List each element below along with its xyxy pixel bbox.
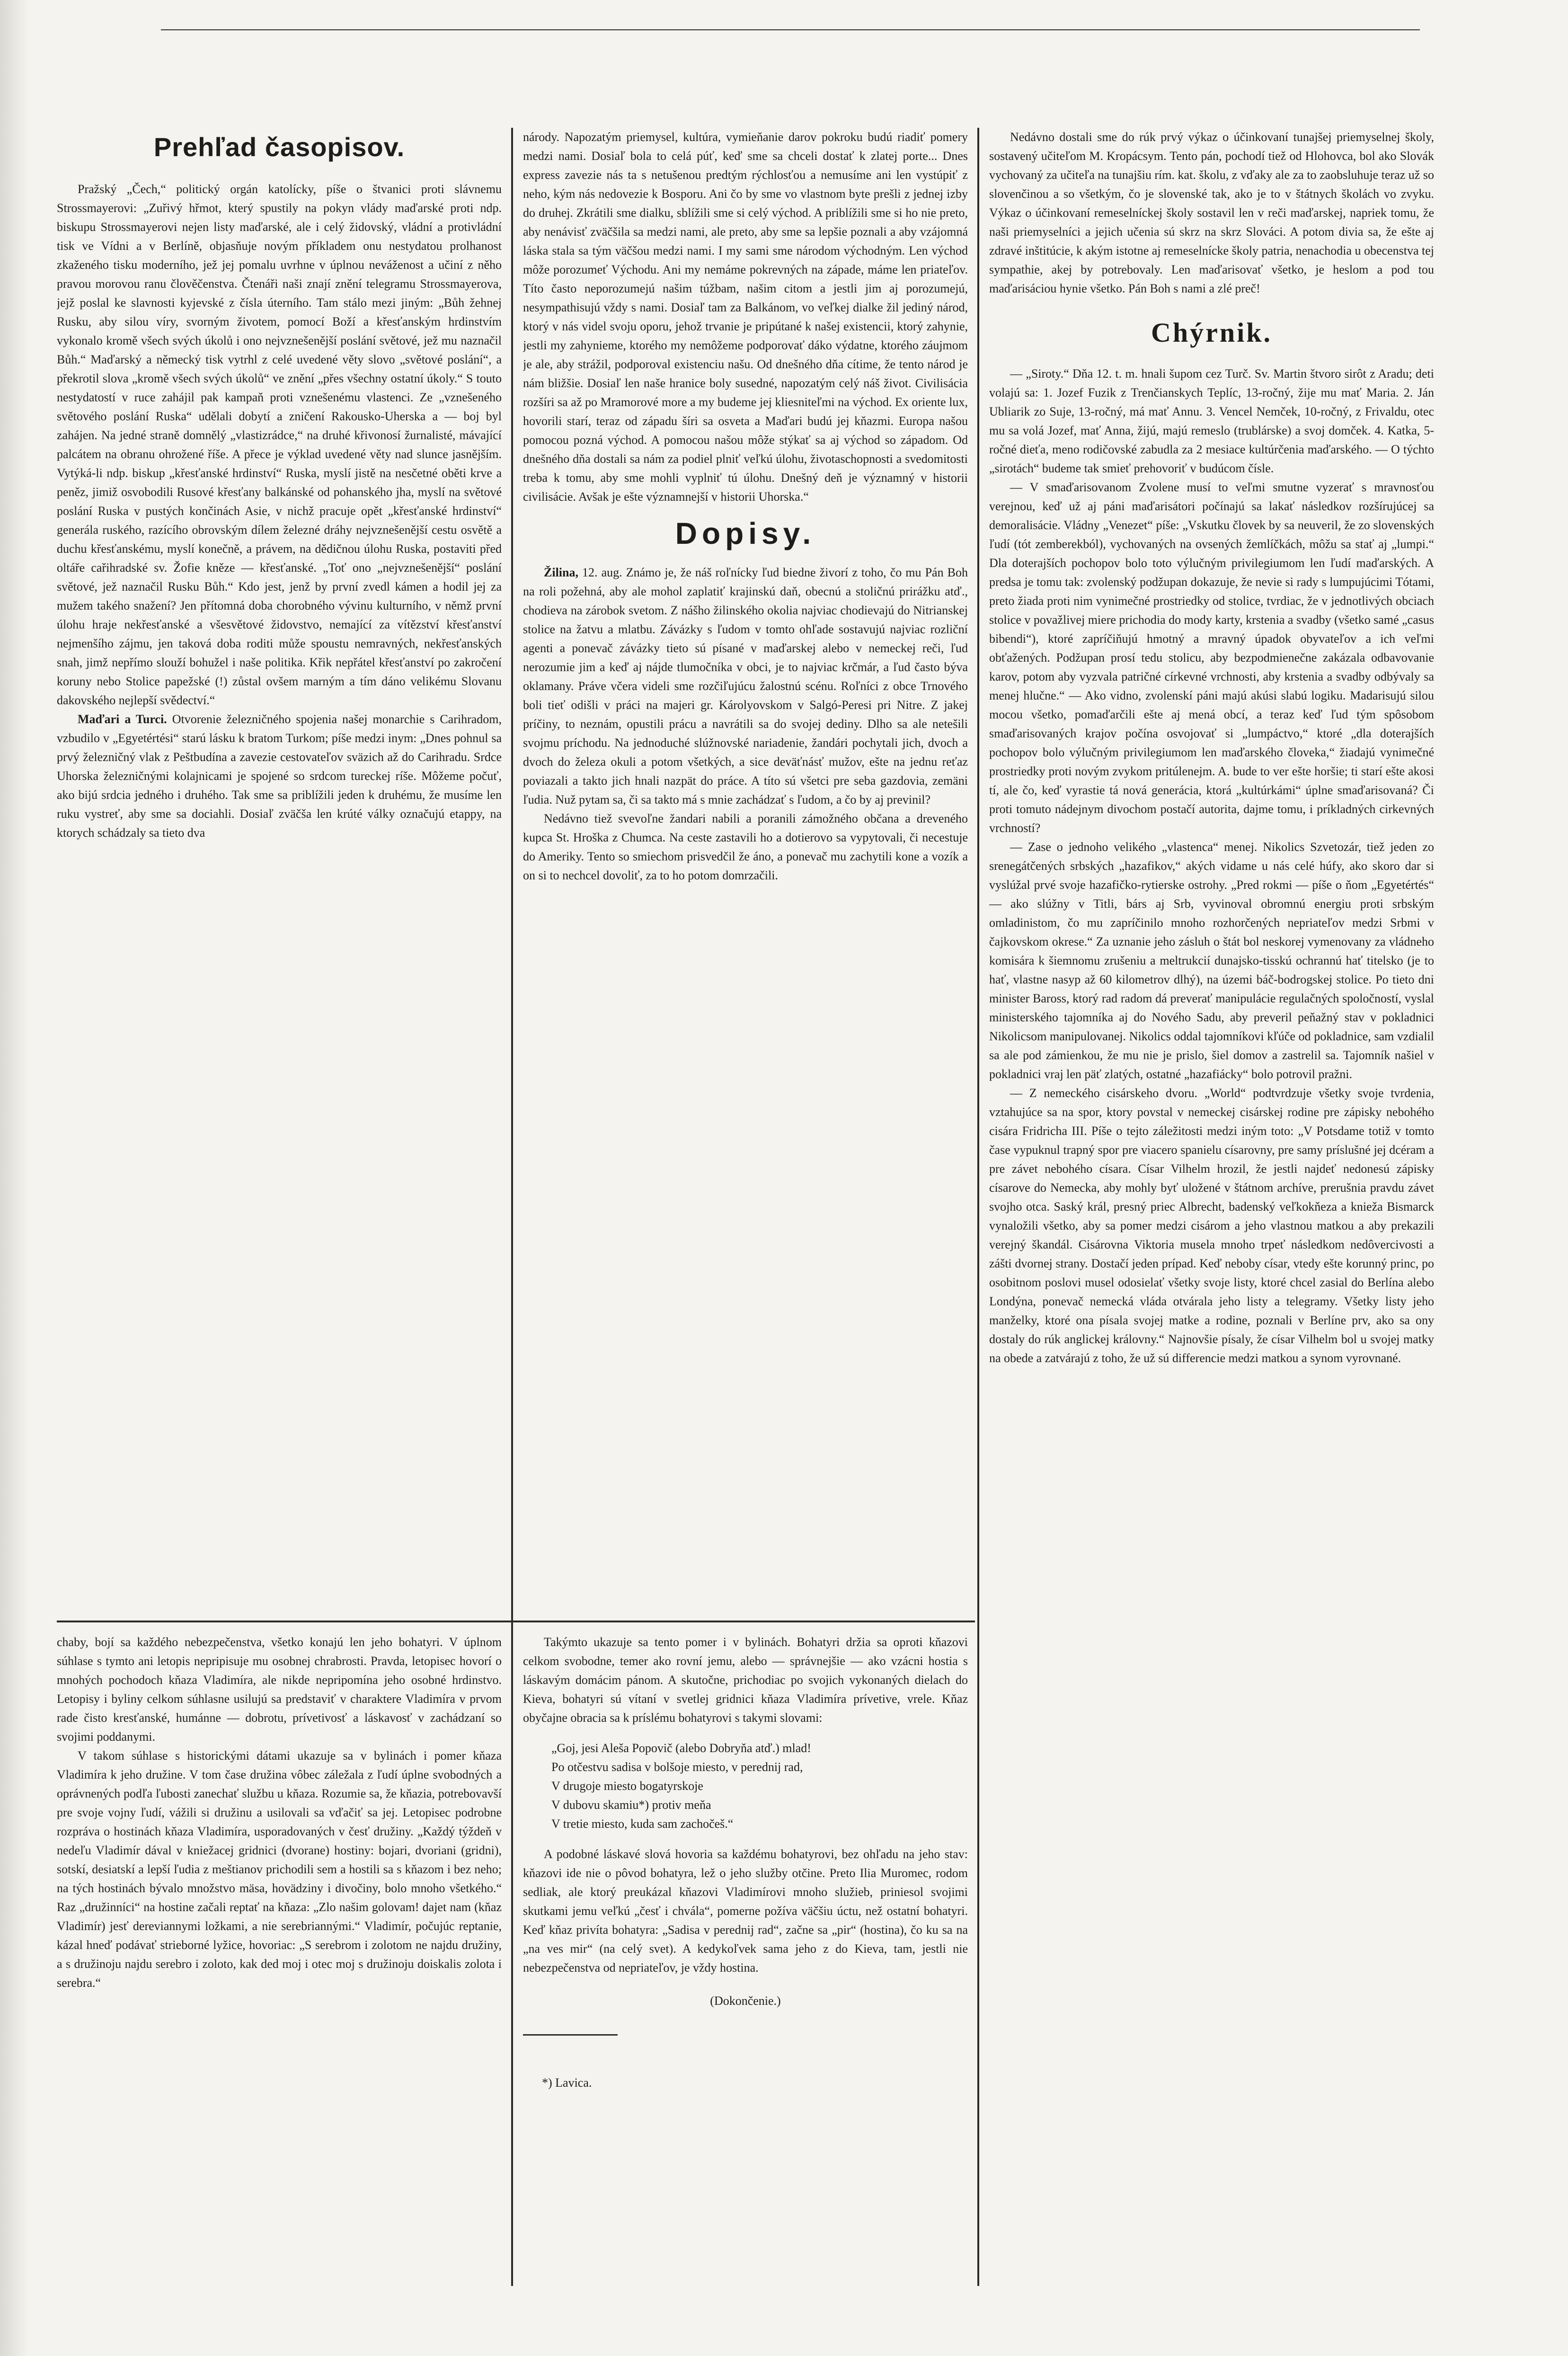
article-madari-turci: [57, 710, 502, 842]
section-divider-rule: [57, 1621, 975, 1622]
column-1-top: [57, 128, 502, 1614]
verse-line: V dubovu skamiu*) protiv meňa: [551, 1798, 711, 1812]
column-rule-2: [977, 128, 979, 2286]
verse-line: V drugoje miesto bogatyrskoje: [551, 1779, 703, 1793]
letter-zilina: [523, 563, 968, 809]
section-heading-dopisy: Dopisy.: [675, 516, 816, 550]
article-paragraph: Nedávno dostali sme do rúk prvý výkaz o účinkovaní tunajšej priemyselnej školy, sostavený učiteľom M. Kropácsym. Tento pán, pochodí tiež od Hlohovca, bol ako Slovák vychovaný za učiteľa na tunajšiu rím. kat. školu, z vďaky ale za to zaobsluhuje teraz už so slovenčinou a so všetkým, čo je slovenské tak, ako je to v štátnych školách vo zvyku. Výkaz o účinkovaní remeselníckej školy sostavil len v reči maďarskej, napriek tomu, že naši priemyselníci a jejich učenia sú skrz na skrz Slováci. A potom divia sa, že ešte aj zdravé inštitúcie, k akým istotne aj remeselnícke školy patria, nenachodia u obecenstva tej sympathie, akej by potrebovaly. Len maďarisovať všetko, je heslom a pod tou maďarisáciou hynie všetko. Pán Boh s nami a zlé preč!: [989, 130, 1434, 295]
footnote: *) Lavica.: [542, 2076, 592, 2090]
news-item-vlastenec: — Zase o jednoho velikého „vlastenca“ menej. Nikolics Szvetozár, tiež jeden zo srenegátčených srbských „hazafikov,“ akých vidame u nás celé húfy, ako skoro dar si vyslúžal prvé svoje hazafičko-rytierske ostrohy. „Pred rokmi — píše o ňom „Egyetértés“ — ako slúžny v Titli, bárs aj Srb, vyvinoval obromnú energiu proti srbským omladinistom, čo mu zapríčinilo mnoho rozhorčených nepriateľov medzi Srbmi v čajkovskom okrese.“ Za uznanie jeho zásluh o štát bol neskorej vymenovany za vládneho komisára k šiemnomu zrušeniu a meltrukcií dunajsko-tisskú ochrannú hať titelsko (je to hať, vlastne nasyp až 60 kilometrov dlhý), na územi báč-bodrogskej stolice. Po tieto dni minister Baross, ktorý rad radom dá preverať manipulácie regulačných spoločností, vyslal ministerského tajomníka aj do Nového Sadu, aby preveril peňažný stav v pokladnici Nikolicsom manipulovanej. Nikolics oddal tajomníkovi kľúče od pokladnice, sam vzdialil sa ale pod zámienkou, že mu nie je prislo, šiel domov a zastrelil sa. Tajomník našiel v pokladnici vraj len päť zlatých, ostatné „hazafiácky“ bolo potrovil pražni.: [989, 840, 1434, 1081]
verse-line: V tretie miesto, kuda sam zachočeš.“: [551, 1817, 734, 1831]
column-3: [989, 128, 1434, 2286]
feuilleton-paragraph: Takýmto ukazuje sa tento pomer i v bylinách. Bohatyri držia sa oproti kňazovi celkom svobodne, temer ako rovní jemu, alebo — správnejšie — ako vzácni hostia s láskavým domácim pánom. A skutočne, prichodiac po svojich vykonaných dielach do Kieva, bohatyri sú vítaní v svetlej gridnici kňaza Vladimíra prívetive, vrele. Kňaz obyčajne obracia sa k príslému bohatyrovi s takymi slovami:: [523, 1635, 968, 1725]
section-heading-chyrnik: Chýrnik.: [1151, 317, 1272, 348]
letter-dateline: Žilina,: [544, 566, 578, 579]
news-item-cisarsky-dvor: — Z nemeckého cisárskeho dvoru. „World“ podtvrdzuje všetky svoje tvrdenia, vztahujúce sa na spor, ktory povstal v nemeckej cisárskej rodine pre zápisky nebohého cisára Fridricha III. Píše o tejto záležitosti medzi iným toto: „V Potsdame totiž v tomto čase vypuknul trapný spor pre viacero spanielu císarovny, pre samy príslušné jej dcéram a pre závet nebohého císara. Císar Vilhelm hrozil, že jestli najdeť nedonesú zápisky císarove do Nemecka, aby mohly byť uložené v štátnom archíve, prerušnia pravdu závet svojho otca. Saský král, presný priec Albrecht, badenský veľkokňeza a knieža Bismarck vynaložili všetko, aby sa pomer medzi cisárom a jeho vlastnou matkou a aby prekazili verejný škandál. Cisárovna Viktoria musela mnoho trpeť následkom nedôvercivosti a zášti dvornej strany. Dostačí jeden prípad. Keď neboby císar, vtedy ešte korunný princ, po osobitnom poslovi musel odosielať všetky svoje listy, ktoré chcel zasial do Berlína alebo Londýna, ponevač nemecká vláda otvárala jeho listy a telegramy. Všetky listy jeho manželky, ktoré ona písala svojej matke a rodine, poznali v Berlíne prv, ako sa ony dostaly do rúk anglickej královny.“ Najnovšie písaly, že císar Vilhelm bol u svojej matky na obede a zatvárajú z toho, že už sú differencie medzi matkou a synom vyrovnané.: [989, 1086, 1434, 1365]
article-lead: Maďari a Turci.: [78, 712, 167, 726]
article-cech: Pražský „Čech,“ politický orgán katolícky, píše o štvanici proti slávnemu Strossmayerovi: „Zuřivý hřmot, který spustily na pokyn vlády maďarské proti ndp. biskupu Strossmayerovi nejen listy maďarské, ale i celý židovský, vládní a protivládní tisk ve Vídni a v Berlíně, objasňuje novým příkladem onu nestydatou prolhanost zkaženého tisku moderního, jež jej pomalu uvrhne v úplnou neváženost a učiní z něho pravou morovou ranu člověčenstva. Čtenáři naši znají znění telegramu Strossmayerova, jejž poslal ke slavnosti kyjevské z čísla úterního. Tam stálo mezi jiným: „Bůh žehnej Rusku, aby silou víry, svorným životem, pomocí Boží a křesťanským hrdinstvím vykonalo kromě všech svých úkolů i ono nejvznešenější poslání světové, jež mu naznačil Bůh.“ Maďarský a německý tisk vytrhl z celé uvedené věty slovo „světové poslání“, a překrotil slova „kromě všech svých úkolů“ ve znění „přes všechny ostatní úkoly.“ S touto nestydatostí v ruce zahájil pak kampaň proti vznešenému vlastenci. Ze „vznešeného světového poslání Ruska“ udělali dobytí a zničení Rakousko-Uherska a — boj byl zahájen. Na jedné straně domnělý „vlastizrádce,“ na druhé křivonosí žurnalisté, mávající palcátem na obranu ohrožené říše. A přece je výklad uvedené věty nad slunce jasnějším. Vytýká-li ndp. biskup „křesťanské hrdinství“ Ruska, myslí jistě na nesčetné oběti krve a peněz, jimiž osvobodili Rusové křesťany balkánské od pohanského jha, myslí na světové poslání Ruska v pustých končinách Asie, v nichž pracuje opět „křesťanské hrdinství“ generála ruského, razícího obrovským dílem železné dráhy nejvznešenější cestu osvětě a duchu křesťanskému, myslí konečně, a právem, na dědičnou úlohu Ruska, postaviti před oltáře cařihradské sv. Žofie kněze — křesťanské. „Toť ono „nejvznešenější“ poslání světové, jež naznačil Rusku Bůh.“ Kdo jest, jenž by první zvedl kámen a hodil jej za mužem takého snažení? Jen přítomná doba chorobného vývinu kulturního, v němž první úlohu hraje nekřesťanské a všesvětové židovstvo, nemající za vítězství křesťanství nejmenšího zájmu, jen taková doba roditi může spoustu nemravných, nekřesťanských snah, jimž nepřímo slouží bohužel i naše politika. Křik nepřátel křesťanství po zakročení koruny nebo Stolice papežské (!) zůstal ovšem marným a tím dáno velikému Slovanu dakovského nejlepší svědectví.“: [57, 182, 502, 707]
verse-line: „Goj, jesi Aleša Popovič (alebo Dobryňa atď.) mlad!: [551, 1741, 811, 1755]
letter-body: 12. aug. Známo je, že náš roľnícky ľud biedne živorí z toho, čo mu Pán Boh na roli požehná, aby ale mohol zaplatiť krajinskú daň, obecnú a stoličnú prirážku atď., chodieva na zárobok svetom. Z nášho žilinského okolia najviac chodievajú do Nitrianskej stolice na žatvu a mlatbu. Závázky s ľudom v tomto ohľade sostavujú najviac rozliční agenti a ponevač závázky tieto sú písané v maďarskej alebo v nemeckej reči, ľud nerozumie jim a keď aj nájde tlumočníka v obci, je to najviac krčmár, a ľud často býva oklamany. Práve včera videli sme rozčiľujúcu žalostnú scénu. Roľníci z obce Trnového boli tieť odišli v práci na majeri gr. Károlyovskom v Salgó-Peresi pri Nitre. Z jakej príčiny, to neznám, opustili prácu a navrátili sa do svojej dediny. Dlho sa ale netešili svojmu príchodu. Na jednoduché slúžnovské nariadenie, žandári pochytali jich, dvoch a dvoch do železa okuli a potom všetkých, a sice deväťnásť mužov, ešte na jednu reťaz poviazali a takto jich hnali nazpät do práce. A títo sú všetci pre seba gazdovia, zemäni ľudia. Nuž pytam sa, či sa takto má s mnie zachádzať s ľudom, a čo by aj previnil?: [523, 566, 968, 806]
letter-paragraph: Nedávno tiež svevoľne žandari nabili a poranili zámožného občana a dreveného kupca St. Hroška z Chumca. Na ceste zastavili ho a dotierovo sa vypytovali, či necestuje do Ameriky. Tento so smiechom prisvedčil že áno, a ponevač mu zachytili kone a vozík a on si to nechcel dovoliť, za to ho potom domrzačili.: [523, 812, 968, 882]
footnote-rule: [523, 2034, 618, 2036]
verse-quote: [551, 1739, 968, 1833]
to-be-continued: (Dokončenie.): [710, 1994, 781, 2008]
column-rule-1: [511, 128, 513, 2286]
column-1-bottom: [57, 1633, 502, 2286]
verse-line: Po otčestvu sadisa v bolšoje miesto, v perednij rad,: [551, 1760, 803, 1774]
feuilleton-paragraph: A podobné láskavé slová hovoria sa každému bohatyrovi, bez ohľadu na jeho stav: kňazovi ide nie o pôvod bohatyra, lež o jeho služby otčine. Preto Ilia Muromec, rodom sedliak, ale ktorý preukázal kňazovi Vladimírovi mnoho služieb, priniesol svojimi skutkami jemu veľkú „česť i chvála“, pomerne požíva väčšiu úctu, než ostatní bohatyri. Keď kňaz privíta bohatyra: „Sadisa v perednij rad“, začne sa „pir“ (hostina), čo ku sa na „na ves mir“ (na celý svet). A kedykoľvek sama jeho z do Kieva, tam, jestli nie nebezpečenstva od nepriateľov, je vždy hostina.: [523, 1847, 968, 1975]
column-2-top: [523, 128, 968, 1614]
top-border-rule: [161, 29, 1420, 30]
section-title: Prehľad časopisov.: [153, 132, 405, 162]
news-item-siroty: — „Siroty.“ Dňa 12. t. m. hnali šupom cez Turč. Sv. Martin štvoro sirôt z Aradu; deti volajú sa: 1. Jozef Fuzik z Trenčianskych Teplíc, 13-ročný, žije mu mať Maria. 2. Ján Ubliarik zo Suje, 13-ročný, má mať Annu. 3. Vencel Nemček, 10-ročný, z Frivaldu, otec mu sa volá Jozef, mať Anna, žijú, majú remeslo (trublárske) a svoj domček. 4. Katka, 5-ročné dieťa, meno rodičovské zabudla za 2 mesiace kultúrčenia maďarského. — O týchto „sirotách“ budeme tak smieť prehovoriť v budúcom čísle.: [989, 367, 1434, 475]
feuilleton-paragraph: V takom súhlase s historickými dátami ukazuje sa v bylinách i pomer kňaza Vladimíra k jeho družine. V tom čase družina vôbec záležala z ľudí úplne svobodných a oprávnených podľa ľubosti zanechať službu u kňaza. Rozumie sa, že kňazia, potrebovavší pre svoje vojny ľudí, vážili si družinu a usilovali sa vďačiť sa jej. Letopisec podrobne rozpráva o hostinách kňaza Vladimíra, usporadovaných v česť družiny. „Každý týždeň v nedeľu Vladimír dával v kniežacej gridnici (dvorane) hostiny: bojari, dvoriani (gridni), sotskí, desiatskí a lepší ľudia z meštianov prichodili sem a hostili sa s kňazom i bez neho; na tých hostinách bývalo množstvo mäsa, hovädziny i divočiny, bolo mnoho všetkého.“ Raz „družinníci“ na hostine začali reptať na kňaza: „Zlo našim golovam! dajet nam (kňaz Vladimír) jesť dereviannymi ložkami, a nie serebriannými.“ Vladimír, počujúc reptanie, kázal hneď podávať strieborné lyžice, hovoriac: „S serebrom i zolotom ne najdu družiny, a s družinoju najdu serebro i zoloto, kak ded moj i otec moj s družinoju doiskalis zolota i serebra.“: [57, 1749, 502, 1990]
article-continuation: národy. Napozatým priemysel, kultúra, vymieňanie darov pokroku budú riadiť pomery medzi nami. Dosiaľ bola to celá púť, keď sme sa chceli dostať k zlatej porte... Dnes express zavezie nás ta s netušenou predtým rýchlosťou a nemusíme ani len vystúpiť z neho, kým nás nedovezie k Bosporu. Ani čo by sme vo vlastnom byte prešli z jednej izby do druhej. Zkrátili sme dialku, sblížili sme si celý východ. A priblížili sme si ho nie preto, aby nenávisť zväčšila sa medzi nami, ale preto, aby sme sa lepšie poznali a aby vzájomná láska stala sa tým väčšou medzi nami. I my sami sme národom východným. Len východ môže porozumeť Východu. Ani my nemáme pokrevných na západe, máme len priateľov. Títo často neporozumejú našim túžbam, našim citom a jestli jim aj porozumejú, nesympathisujú vždy s nami. Dosiaľ tam za Balkánom, vo veľkej dialke žil jediný národ, ktorý v nás videl svoju oporu, jehož trvanie je pripútané k našej existencii, ktorý zahynie, jestli my zahynieme, ktorého my nemôžeme podporovať dáko výdatne, ktorého záujmom je ale, aby strážil, podporoval existenciu našu. Od dnešného dňa cítime, že tento národ je nám bližšie. Dosiaľ len naše hranice boly susedné, napozatým celý náš život. Civilisácia rozšíri sa až po Mramorové more a my budeme jej kliesniteľmi na východ. Ex oriente lux, hovorili starí, teraz od západu šíri sa osveta a Maďari budú jej kňazmi. Europa našou pomocou pozná východ. A pomocou našou môže stýkať sa aj východ so západom. Od dnešného dňa dostali sa nám za podiel plniť veľkú úlohu, životaschopnosti a svedomitosti treba k tomu, aby sme mohli vyplniť tú úlohu. Dnešný deň je významný v historii civilisácie. Avšak je ešte významnejší v historii Uhorska.“: [523, 130, 968, 504]
news-item-zvolen: — V smaďarisovanom Zvolene musí to veľmi smutne vyzerať s mravnosťou verejnou, keď už aj páni maďarisátori počínajú sa lakať následkov rozšírujúcej sa demoralisácie. Vládny „Venezet“ píše: „Vskutku človek by sa neuveril, že zo slovenských ľudí (tót zemberekból), vychovaných na ovsených žemlíčkách, môžu sa stať aj „lumpi.“ Dla doterajších pochopov bolo toto výlučným privilegiumom len ľudí maďarských. A predsa je tomu tak: zvolenský podžupan dokazuje, že nevie si rady s lumpujúcimi Tótami, preto žiada proti nim vynimečné prostriedky od stolice, tvrdiac, že v jednotlivých obciach stolice v považlivej miere prichodia do mody karty, krstenia a svadby (všetko samé „casus bibendi“), ktoré zapríčiňujú hmotný a mravný úpadok obyvateľov a ich veľmi obťažených. Podžupan prosí tedu stolicu, aby bezpodmienečne zakázala odbavovanie karov, potom aby vyzvala patričné církevné vrchnosti, aby krstenia a svadby odbývaly sa menej hlučne.“ — Ako vidno, zvolenskí páni majú akúsi slabú logiku. Madarisujú silou mocou všetko, pomaďarčili ešte aj mená obcí, a teraz keď ľud tým spôsobom smaďarisovaných krajov počína osvojovať si „lumpáctvo,“ ktoré „dla doterajších pochopov bolo výlučným privilegiumom len maďarského človeka,“ žiadajú vynimečné prostriedky proti novým zvykom pritúlenejm. A. bude to ver ešte horšie; ti starí ešte akosi tí, ale čo, keď vyrastie tá nová generácia, ktorá „kultúrkámi“ úplne smaďarisovaná? Či proti tomuto nádejnym divochom postačí autorita, dajme tomu, i príkladných cirkevných vrchností?: [989, 480, 1434, 835]
column-2-bottom: [523, 1633, 968, 2286]
article-body: Otvorenie železničného spojenia našej monarchie s Carihradom, vzbudilo v „Egyetértési“ starú lásku k bratom Turkom; píše medzi inym: „Dnes pohnul sa prvý železničný vlak z Peštbudína a zavezie cestovateľov sväzich až do Carihradu. Srdce Uhorska železničnými kolajnicami je spojené so srdcom tureckej ríše. Môžeme počuť, ako bijú srdcia jedného i druhého. Tak sme sa priblížili jeden k druhému, že musíme len ruku vystreť, aby sme sa dociahli. Dosiaľ zväčša len krúté války označujú etappy, na ktorych schádzaly sa tieto dva: [57, 712, 502, 840]
feuilleton-paragraph: chaby, bojí sa každého nebezpečenstva, všetko konajú len jeho bohatyri. V úplnom súhlase s tymto ani letopis nepripisuje mu osobnej chrabrosti. Pravda, letopisec hovorí o mnohých pochodoch kňaza Vladimíra, ale nikde nepripomína jeho osobné hrdinstvo. Letopisy i byliny celkom súhlasne usilujú sa predstaviť v charaktere Vladimíra v prvom rade čisto kresťanské, humánne — dobrotu, prívetivosť a láskavosť v zachádzaní so svojimi poddanymi.: [57, 1635, 502, 1744]
